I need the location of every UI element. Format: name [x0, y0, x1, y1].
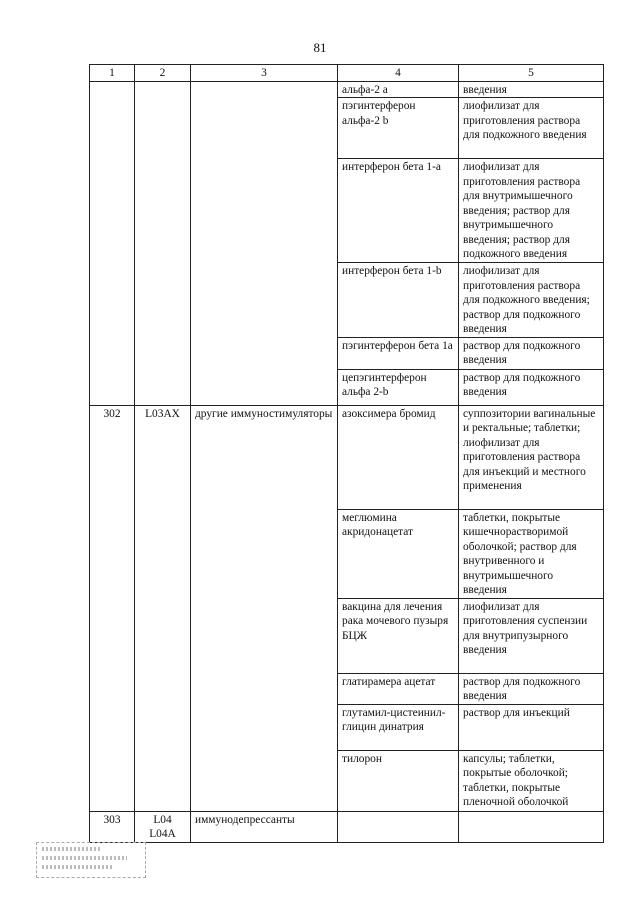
header-col-4: 4 [338, 65, 459, 82]
drug-name-cell: глатирамера ацетат [338, 673, 459, 704]
dosage-form-cell [459, 811, 604, 842]
group-name-cell: другие иммуностимуляторы [191, 405, 338, 811]
dosage-form-cell: лиофилизат для приготовления раствора для подкожного введения [459, 98, 604, 159]
dosage-form-cell: введения [459, 81, 604, 98]
table-row [90, 811, 604, 842]
table-row [90, 81, 604, 98]
dosage-form-cell: лиофилизат для приготовления суспензии для внутрипузырного введения [459, 598, 604, 673]
drug-name-cell: азоксимера бромид [338, 405, 459, 509]
row-number-cell [90, 81, 135, 405]
drug-name-cell: глутамил-цистеинил-глицин динатрия [338, 704, 459, 750]
page-number: 81 [313, 40, 327, 55]
dosage-form-cell: лиофилизат для приготовления раствора для подкожного введения; раствор для подкожного введения [459, 263, 604, 338]
dosage-form-cell: раствор для подкожного введения [459, 369, 604, 405]
drug-name-cell: цепэгинтерферон альфа 2-b [338, 369, 459, 405]
drug-name-cell: пэгинтерферон альфа-2 b [338, 98, 459, 159]
dosage-form-cell: суппозитории вагинальные и ректальные; таблетки; лиофилизат для приготовления раствора для инъекций и местного применения [459, 405, 604, 509]
drug-name-cell: тилорон [338, 750, 459, 811]
drug-name-cell: пэгинтерферон бета 1a [338, 337, 459, 369]
drug-name-cell: интерферон бета 1-a [338, 159, 459, 263]
drug-name-cell: интерферон бета 1-b [338, 263, 459, 338]
dosage-form-cell: лиофилизат для приготовления раствора для внутримышечного введения; раствор для внутримышечного введения; раствор для подкожного введения [459, 159, 604, 263]
atc-code-subgroup: L04A [149, 828, 176, 840]
drug-name-cell: вакцина для лечения рака мочевого пузыря БЦЖ [338, 598, 459, 673]
group-name-cell [191, 81, 338, 405]
header-col-5: 5 [459, 65, 604, 82]
row-number-cell: 302 [90, 405, 135, 811]
faded-stamp [36, 842, 146, 878]
drug-name-cell: альфа-2 a [338, 81, 459, 98]
drug-table [89, 64, 604, 843]
row-number-cell: 303 [90, 811, 135, 842]
dosage-form-cell: таблетки, покрытые кишечнорастворимой оболочкой; раствор для внутривенного и внутримышечного введения [459, 509, 604, 598]
header-col-3: 3 [191, 65, 338, 82]
dosage-form-cell: раствор для подкожного введения [459, 673, 604, 704]
atc-code-group: L04 [153, 813, 172, 826]
table-row [90, 405, 604, 509]
table-header-row [90, 65, 604, 82]
dosage-form-cell: раствор для инъекций [459, 704, 604, 750]
header-col-1: 1 [90, 65, 135, 82]
header-col-2: 2 [135, 65, 191, 82]
atc-code-cell: L03AX [135, 405, 191, 811]
drug-name-cell: меглюмина акридонацетат [338, 509, 459, 598]
group-name-cell: иммунодепрессанты [191, 811, 338, 842]
atc-code-cell [135, 811, 191, 842]
dosage-form-cell: капсулы; таблетки, покрытые оболочкой; таблетки, покрытые пленочной оболочкой [459, 750, 604, 811]
drug-name-cell [338, 811, 459, 842]
atc-code-cell [135, 81, 191, 405]
dosage-form-cell: раствор для подкожного введения [459, 337, 604, 369]
